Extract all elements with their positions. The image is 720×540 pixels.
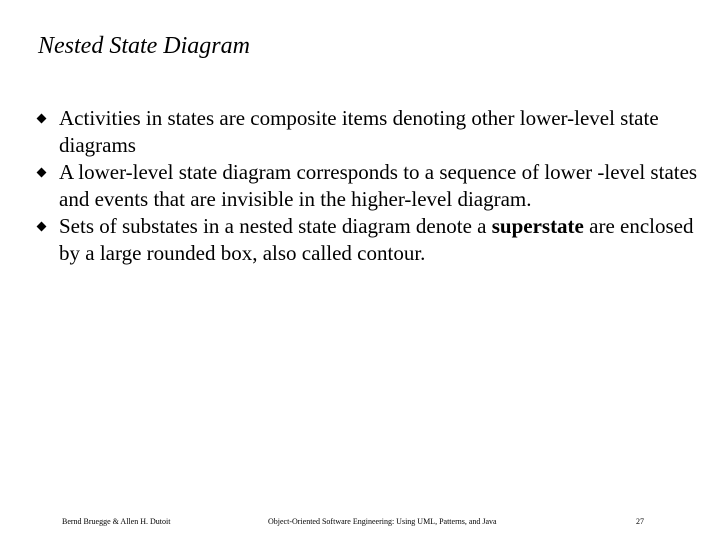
- footer-book-title: Object-Oriented Software Engineering: Using UML, Patterns, and Java: [268, 517, 497, 526]
- bullet-emphasis: superstate: [491, 214, 584, 238]
- bullet-text-after: are enclosed by a large rounded box, also called contour.: [59, 214, 694, 265]
- diamond-bullet-icon: [37, 222, 47, 232]
- bullet-item: [36, 105, 706, 159]
- slide-title: Nested State Diagram: [38, 33, 250, 59]
- footer-authors: Bernd Bruegge & Allen H. Dutoit: [62, 517, 171, 526]
- footer-page-number: 27: [636, 517, 644, 526]
- diamond-bullet-icon: [37, 168, 47, 178]
- bullet-list: [36, 105, 706, 267]
- diamond-bullet-icon: [37, 114, 47, 124]
- bullet-item: [36, 159, 706, 213]
- bullet-text: Activities in states are composite items denoting other lower-level state diagrams: [59, 106, 659, 157]
- bullet-text: A lower-level state diagram corresponds to a sequence of lower -level states and events that are invisible in the higher-level diagram.: [59, 160, 698, 211]
- bullet-text-before: Sets of substates in a nested state diagram denote a: [59, 214, 492, 238]
- bullet-item: [36, 213, 706, 267]
